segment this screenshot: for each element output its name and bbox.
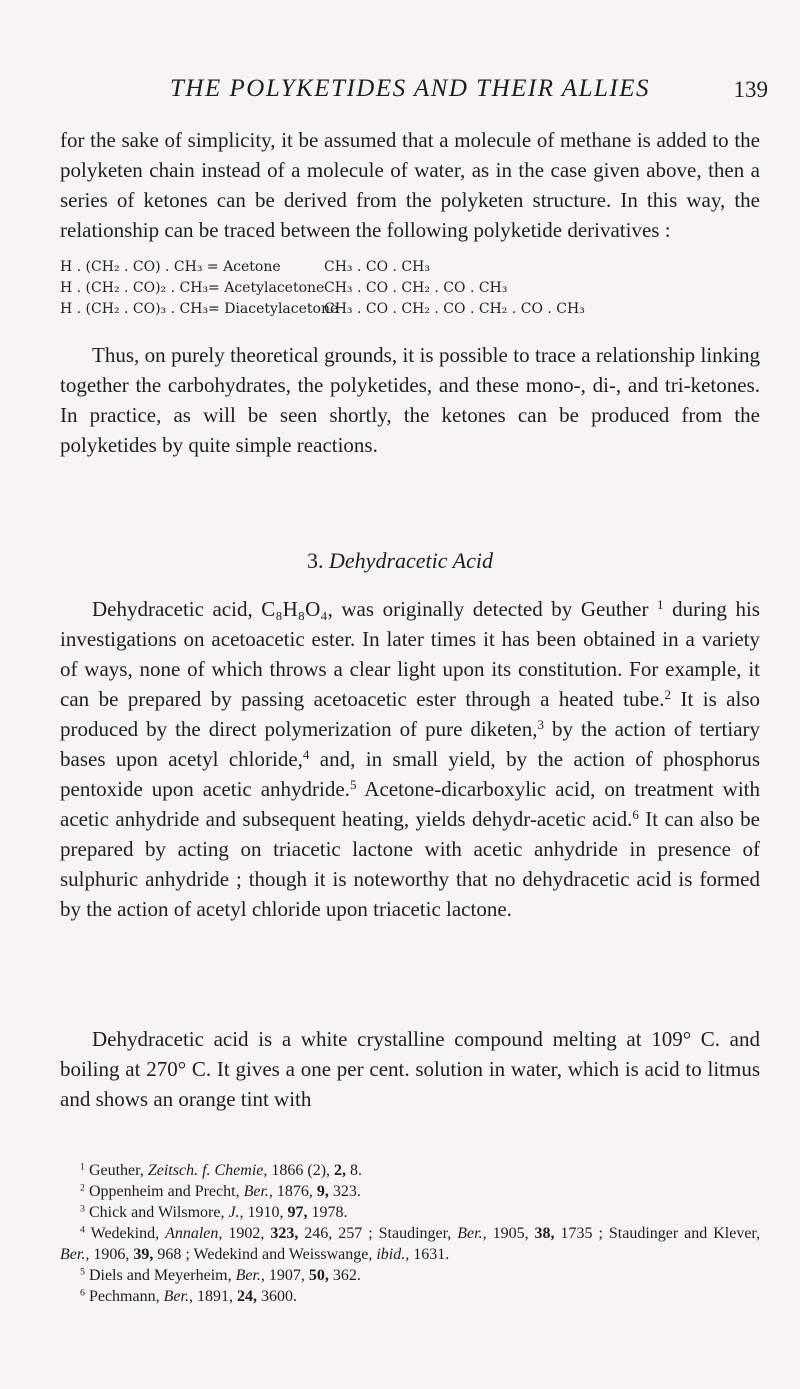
footnote-volume: 50,	[308, 1267, 329, 1284]
footnote-3	[60, 1202, 760, 1223]
footnote-ref[interactable]: 4	[302, 746, 310, 762]
formula-structural: CH₃ . CO . CH₃	[324, 259, 430, 275]
footnote-page: 1735 ;	[560, 1225, 603, 1242]
text-run: and, in small yield, by the action of phosphorus pentoxide upon acetic anhydride.	[60, 747, 760, 801]
footnote-page: 362.	[332, 1267, 361, 1284]
footnote-5	[60, 1265, 760, 1286]
footnote-volume: 323,	[270, 1225, 299, 1242]
footnote-number: 3	[80, 1203, 85, 1215]
text-run: during his investigations on acetoacetic ester. In later times it has been obtained in a variety of ways, none of which throws a clear light upon its constitution. For example, it can be prepared by passing acetoacetic ester through a heated tube.	[60, 597, 760, 711]
text-run: Dehydracetic acid,	[92, 597, 262, 621]
footnote-number: 6	[80, 1287, 85, 1299]
footnote-year: 1891,	[196, 1288, 233, 1305]
footnote-authors: Diels and Meyerheim,	[88, 1267, 232, 1284]
footnote-authors: Staudinger,	[378, 1225, 452, 1242]
text-run: It is also produced by the direct polymerization of pure diketen,	[60, 687, 760, 741]
footnote-year: 1876,	[276, 1183, 313, 1200]
formula-row-diacetylacetone	[60, 301, 770, 322]
text-run: It can also be prepared by acting on triacetic lactone with acetic anhydride in presence of sulphuric anhydride ; though it is noteworthy that no dehydracetic acid is formed by the action of acetyl chloride upon triacetic lactone.	[60, 807, 760, 921]
footnote-journal: Ber.,	[243, 1183, 273, 1200]
footnote-journal: Ber.,	[235, 1267, 265, 1284]
footnote-volume: 2,	[334, 1162, 347, 1179]
footnotes	[60, 1160, 760, 1307]
footnote-journal: Annalen,	[165, 1225, 223, 1242]
running-head: THE POLYKETIDES AND THEIR ALLIES	[170, 75, 650, 102]
formula-general: H . (CH₂ . CO) . CH₃ = Acetone	[60, 259, 281, 275]
footnote-1	[60, 1160, 760, 1181]
footnote-page: 968 ;	[157, 1246, 190, 1263]
paragraph-dehydracetic-2: Dehydracetic acid is a white crystalline compound melting at 109° C. and boiling at 270° C. It gives a one per cent. solution in water, which is acid to litmus and shows an orange tint with	[60, 1027, 760, 1111]
footnote-2	[60, 1181, 760, 1202]
footnote-authors: Oppenheim and Precht,	[88, 1183, 240, 1200]
footnote-journal: Ber.,	[457, 1225, 487, 1242]
section-title: Dehydracetic Acid	[329, 548, 493, 573]
footnote-page: 323.	[332, 1183, 361, 1200]
section-heading	[0, 548, 800, 574]
footnote-page: 1631.	[413, 1246, 450, 1263]
formula-general: H . (CH₂ . CO)₂ . CH₃= Acetylacetone	[60, 280, 325, 296]
footnote-year: 1902,	[228, 1225, 265, 1242]
footnote-year: 1905,	[492, 1225, 529, 1242]
footnote-ref[interactable]: 1	[657, 596, 664, 612]
molecular-formula: C₈H₈O₄	[261, 597, 328, 621]
footnote-volume: 24,	[236, 1288, 257, 1305]
page-header	[60, 75, 768, 109]
footnote-number: 4	[80, 1224, 85, 1236]
footnote-6	[60, 1286, 760, 1307]
footnote-number: 1	[80, 1161, 85, 1173]
section-number: 3.	[307, 548, 324, 573]
footnote-volume: 97,	[287, 1204, 308, 1221]
footnote-year: 1910,	[247, 1204, 284, 1221]
footnote-ref[interactable]: 2	[664, 686, 672, 702]
footnote-journal: Zeitsch. f. Chemie,	[147, 1162, 268, 1179]
formula-structural: CH₃ . CO . CH₂ . CO . CH₃	[324, 280, 508, 296]
footnote-year: 1907,	[268, 1267, 305, 1284]
footnote-volume: 9,	[316, 1183, 329, 1200]
paragraph-dehydracetic-1	[60, 594, 760, 924]
footnote-volume: 38,	[534, 1225, 555, 1242]
formula-row-acetylacetone	[60, 280, 770, 301]
footnote-journal: ibid.,	[376, 1246, 410, 1263]
page-number: 139	[733, 77, 768, 102]
footnote-authors: Wedekind and Weisswange,	[193, 1246, 373, 1263]
footnote-authors: Pechmann,	[88, 1288, 160, 1305]
footnote-ref[interactable]: 6	[632, 806, 639, 822]
ketone-formula-table	[60, 259, 770, 322]
footnote-ref[interactable]: 3	[537, 716, 544, 732]
formula-structural: CH₃ . CO . CH₂ . CO . CH₂ . CO . CH₃	[324, 301, 585, 317]
footnote-journal: Ber.,	[60, 1246, 90, 1263]
footnote-number: 5	[80, 1266, 85, 1278]
text-run: by the action of tertiary bases upon acetyl chloride,	[60, 717, 761, 771]
footnote-page: 8.	[350, 1162, 363, 1179]
footnote-year: 1906,	[93, 1246, 130, 1263]
text-run: Acetone-dicarboxylic acid, on treatment with acetic anhydride and subsequent heating, yields dehydr-acetic acid.	[60, 777, 760, 831]
paragraph-thus: Thus, on purely theoretical grounds, it is possible to trace a relationship linking together the carbohydrates, the polyketides, and these mono-, di-, and tri-ketones. In practice, as will be seen shortly, the ketones can be produced from the polyketides by quite simple reactions.	[60, 343, 760, 457]
footnote-volume: 39,	[133, 1246, 154, 1263]
footnote-authors: Staudinger and Klever,	[608, 1225, 761, 1242]
footnote-year: 1866 (2),	[271, 1162, 331, 1179]
footnote-page: 3600.	[260, 1288, 297, 1305]
footnote-journal: J.,	[228, 1204, 244, 1221]
footnote-journal: Ber.,	[163, 1288, 193, 1305]
footnote-page: 1978.	[311, 1204, 348, 1221]
footnote-authors: Geuther,	[88, 1162, 144, 1179]
footnote-authors: Chick and Wilsmore,	[88, 1204, 225, 1221]
footnote-number: 2	[80, 1182, 85, 1194]
formula-row-acetone	[60, 259, 770, 280]
intro-paragraph: for the sake of simplicity, it be assumed that a molecule of methane is added to the polyketen chain instead of a molecule of water, as in the case given above, then a series of ketones can be derived from the polyketen structure. In this way, the relationship can be traced between the following polyketide derivatives :	[60, 128, 760, 242]
footnote-authors: Wedekind,	[90, 1225, 160, 1242]
footnote-4	[60, 1223, 760, 1265]
footnote-page: 246, 257 ;	[304, 1225, 373, 1242]
footnote-ref[interactable]: 5	[349, 776, 357, 792]
formula-general: H . (CH₂ . CO)₃ . CH₃= Diacetylacetone	[60, 301, 339, 317]
text-run: , was originally detected by Geuther	[327, 597, 658, 621]
